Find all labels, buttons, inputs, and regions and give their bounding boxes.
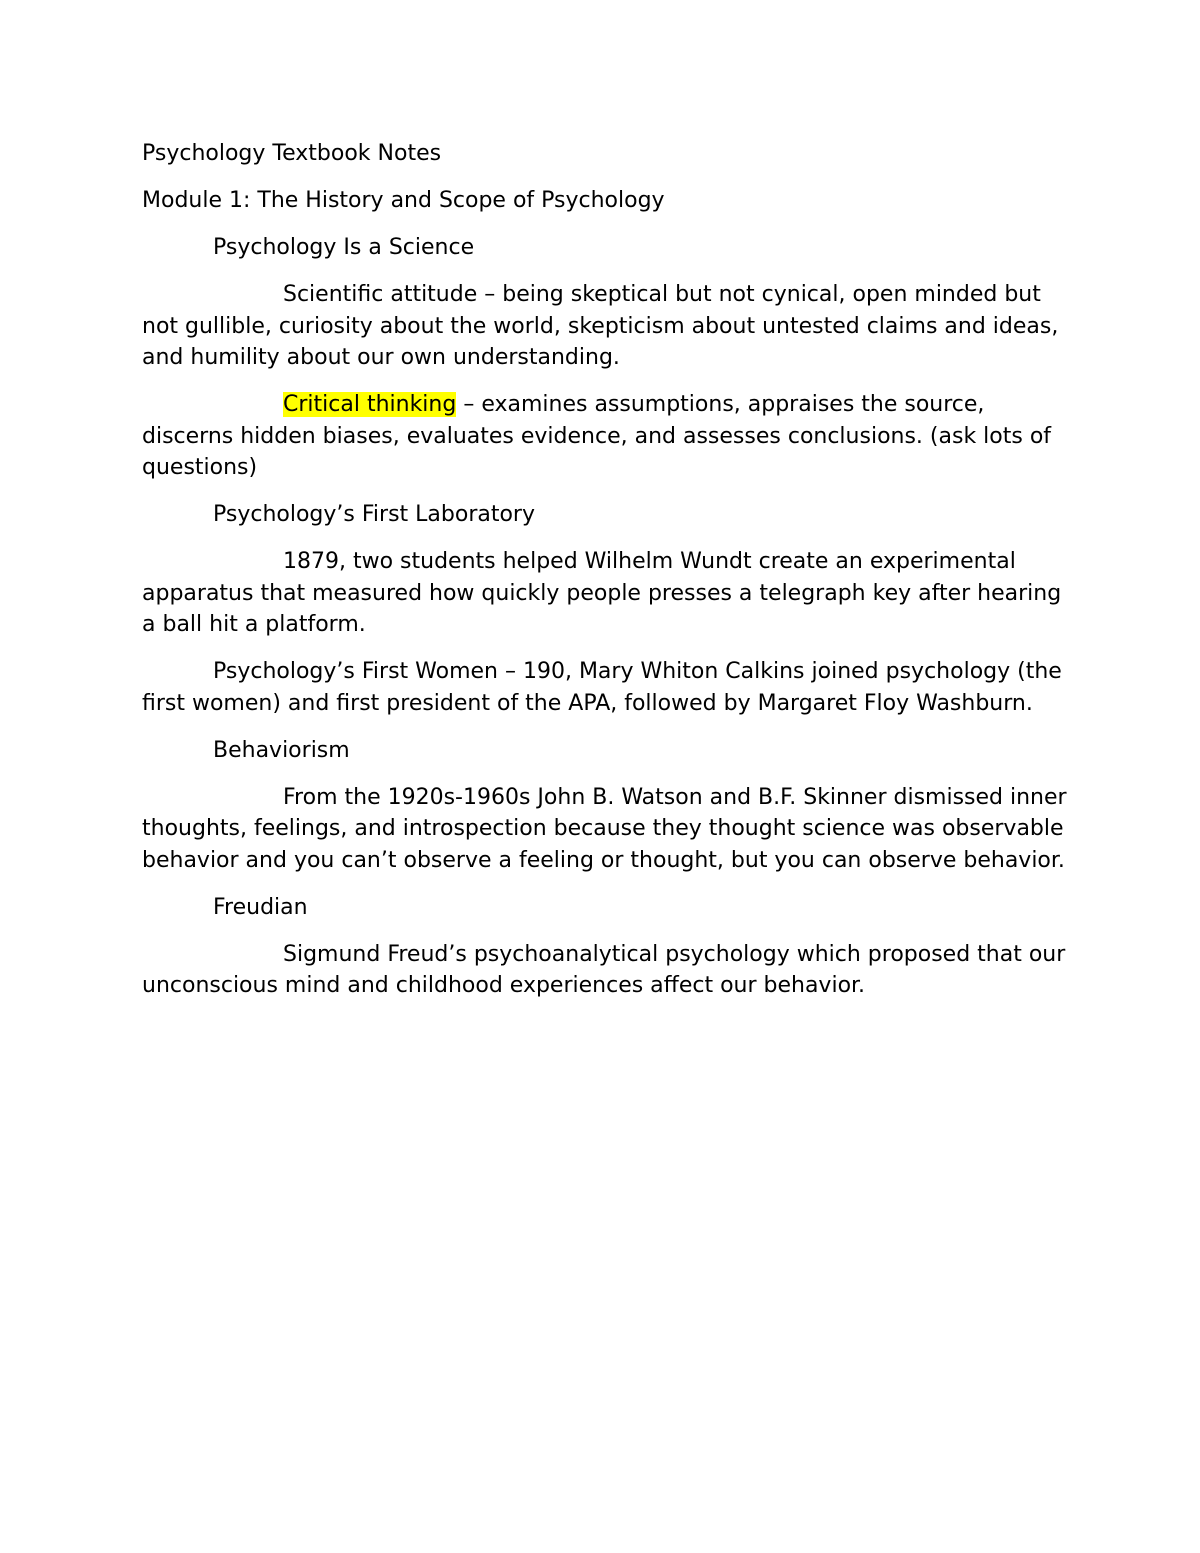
freudian-paragraph: Sigmund Freud’s psychoanalytical psychology which proposed that our unconscious mind and childhood experiences affect our behavior. bbox=[142, 941, 1066, 998]
section-heading-science: Psychology Is a Science bbox=[213, 235, 475, 260]
document-body bbox=[142, 138, 1067, 1017]
first-women-paragraph: Psychology’s First Women – 190, Mary Whiton Calkins joined psychology (the first women) and first president of the APA, followed by Margaret Floy Washburn. bbox=[142, 659, 1062, 716]
critical-thinking-highlight: Critical thinking bbox=[283, 392, 457, 417]
module-heading: Module 1: The History and Scope of Psychology bbox=[142, 188, 665, 213]
critical-thinking-text: – examines assumptions, appraises the source, discerns hidden biases, evaluates evidence, and assesses conclusions. (ask lots of questions) bbox=[142, 392, 1052, 480]
section-heading-first-laboratory: Psychology’s First Laboratory bbox=[213, 502, 535, 527]
first-laboratory-paragraph: 1879, two students helped Wilhelm Wundt create an experimental apparatus that measured how quickly people presses a telegraph key after hearing a ball hit a platform. bbox=[142, 549, 1062, 637]
section-heading-behaviorism: Behaviorism bbox=[213, 737, 350, 763]
document-title: Psychology Textbook Notes bbox=[142, 141, 442, 166]
section-heading-freudian: Freudian bbox=[213, 894, 308, 920]
scientific-attitude-paragraph: Scientific attitude – being skeptical but not cynical, open minded but not gullible, curiosity about the world, skepticism about untested claims and ideas, and humility about our own understanding. bbox=[142, 282, 1059, 370]
behaviorism-paragraph: From the 1920s-1960s John B. Watson and B.F. Skinner dismissed inner thoughts, feelings, and introspection because they thought science was observable behavior and you can’t observe a feeling or thought, but you can observe behavior. bbox=[142, 784, 1067, 873]
critical-thinking-paragraph bbox=[142, 389, 1067, 484]
